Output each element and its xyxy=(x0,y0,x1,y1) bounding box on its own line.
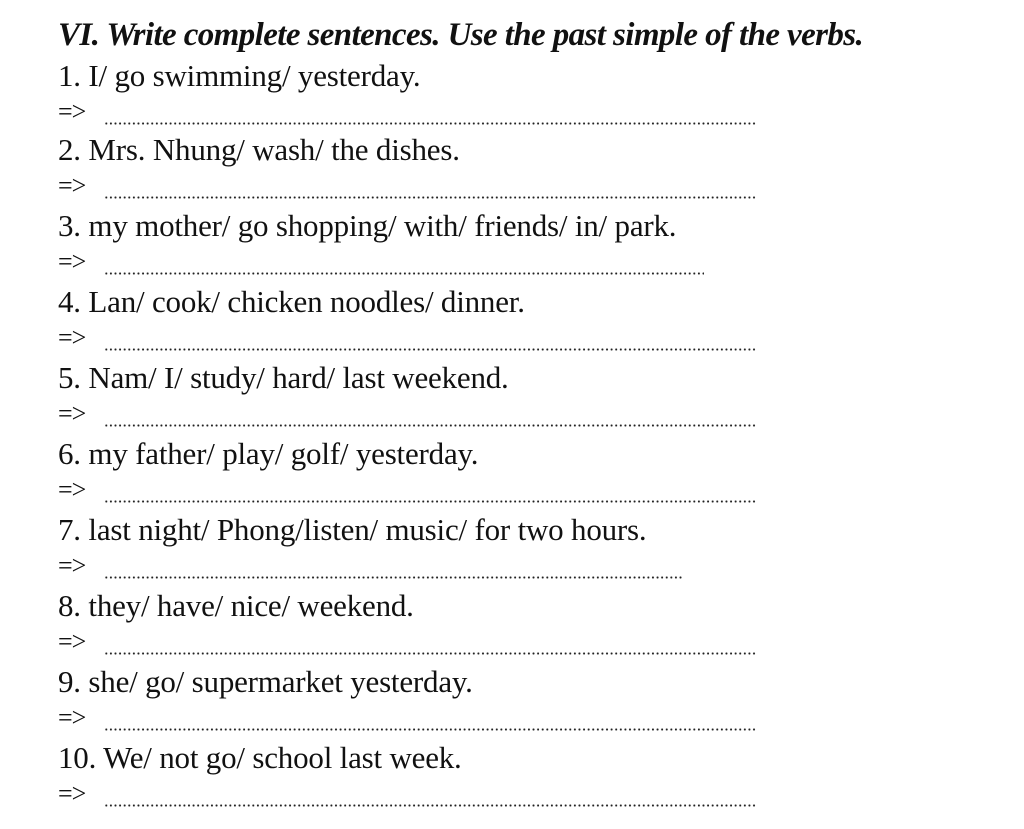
item-prompt: 10. We/ not go/ school last week. xyxy=(58,740,462,775)
item-prompt: 2. Mrs. Nhung/ wash/ the dishes. xyxy=(58,132,460,167)
answer-line[interactable] xyxy=(58,550,998,586)
item-prompt: 8. they/ have/ nice/ weekend. xyxy=(58,588,414,623)
answer-arrow: => xyxy=(58,475,86,504)
answer-arrow: => xyxy=(58,247,86,276)
item-prompt: 3. my mother/ go shopping/ with/ friends/ in/ park. xyxy=(58,208,677,243)
item-prompt: 9. she/ go/ supermarket yesterday. xyxy=(58,664,473,699)
dotted-answer-line xyxy=(104,272,704,275)
answer-line[interactable] xyxy=(58,170,998,206)
dotted-answer-line xyxy=(104,500,756,503)
answer-line[interactable] xyxy=(58,702,998,738)
answer-arrow: => xyxy=(58,97,86,126)
exercise-sheet xyxy=(58,14,998,814)
item-prompt: 7. last night/ Phong/listen/ music/ for two hours. xyxy=(58,512,647,547)
answer-line[interactable] xyxy=(58,398,998,434)
answer-arrow: => xyxy=(58,399,86,428)
answer-line[interactable] xyxy=(58,778,998,814)
dotted-answer-line xyxy=(104,196,756,199)
answer-arrow: => xyxy=(58,627,86,656)
answer-line[interactable] xyxy=(58,474,998,510)
dotted-answer-line xyxy=(104,728,756,731)
exercise-title: VI. Write complete sentences. Use the past simple of the verbs. xyxy=(58,17,864,53)
exercise-item-10 xyxy=(58,738,998,814)
answer-arrow: => xyxy=(58,703,86,732)
dotted-answer-line xyxy=(104,348,756,351)
answer-arrow: => xyxy=(58,779,86,808)
answer-line[interactable] xyxy=(58,322,998,358)
exercise-item-8 xyxy=(58,586,998,662)
answer-line[interactable] xyxy=(58,96,998,132)
item-prompt: 6. my father/ play/ golf/ yesterday. xyxy=(58,436,479,471)
answer-line[interactable] xyxy=(58,626,998,662)
dotted-answer-line xyxy=(104,576,682,579)
item-prompt: 1. I/ go swimming/ yesterday. xyxy=(58,58,421,93)
exercise-item-7 xyxy=(58,510,998,586)
exercise-item-1 xyxy=(58,56,998,130)
dotted-answer-line xyxy=(104,804,756,807)
exercise-item-9 xyxy=(58,662,998,738)
exercise-item-6 xyxy=(58,434,998,510)
exercise-item-4 xyxy=(58,282,998,358)
dotted-answer-line xyxy=(104,652,756,655)
item-prompt: 5. Nam/ I/ study/ hard/ last weekend. xyxy=(58,360,509,395)
dotted-answer-line xyxy=(104,424,756,427)
exercise-item-5 xyxy=(58,358,998,434)
answer-arrow: => xyxy=(58,323,86,352)
dotted-answer-line xyxy=(104,122,756,125)
answer-arrow: => xyxy=(58,551,86,580)
exercise-item-3 xyxy=(58,206,998,282)
exercise-item-2 xyxy=(58,130,998,206)
item-prompt: 4. Lan/ cook/ chicken noodles/ dinner. xyxy=(58,284,525,319)
answer-arrow: => xyxy=(58,171,86,200)
answer-line[interactable] xyxy=(58,246,998,282)
